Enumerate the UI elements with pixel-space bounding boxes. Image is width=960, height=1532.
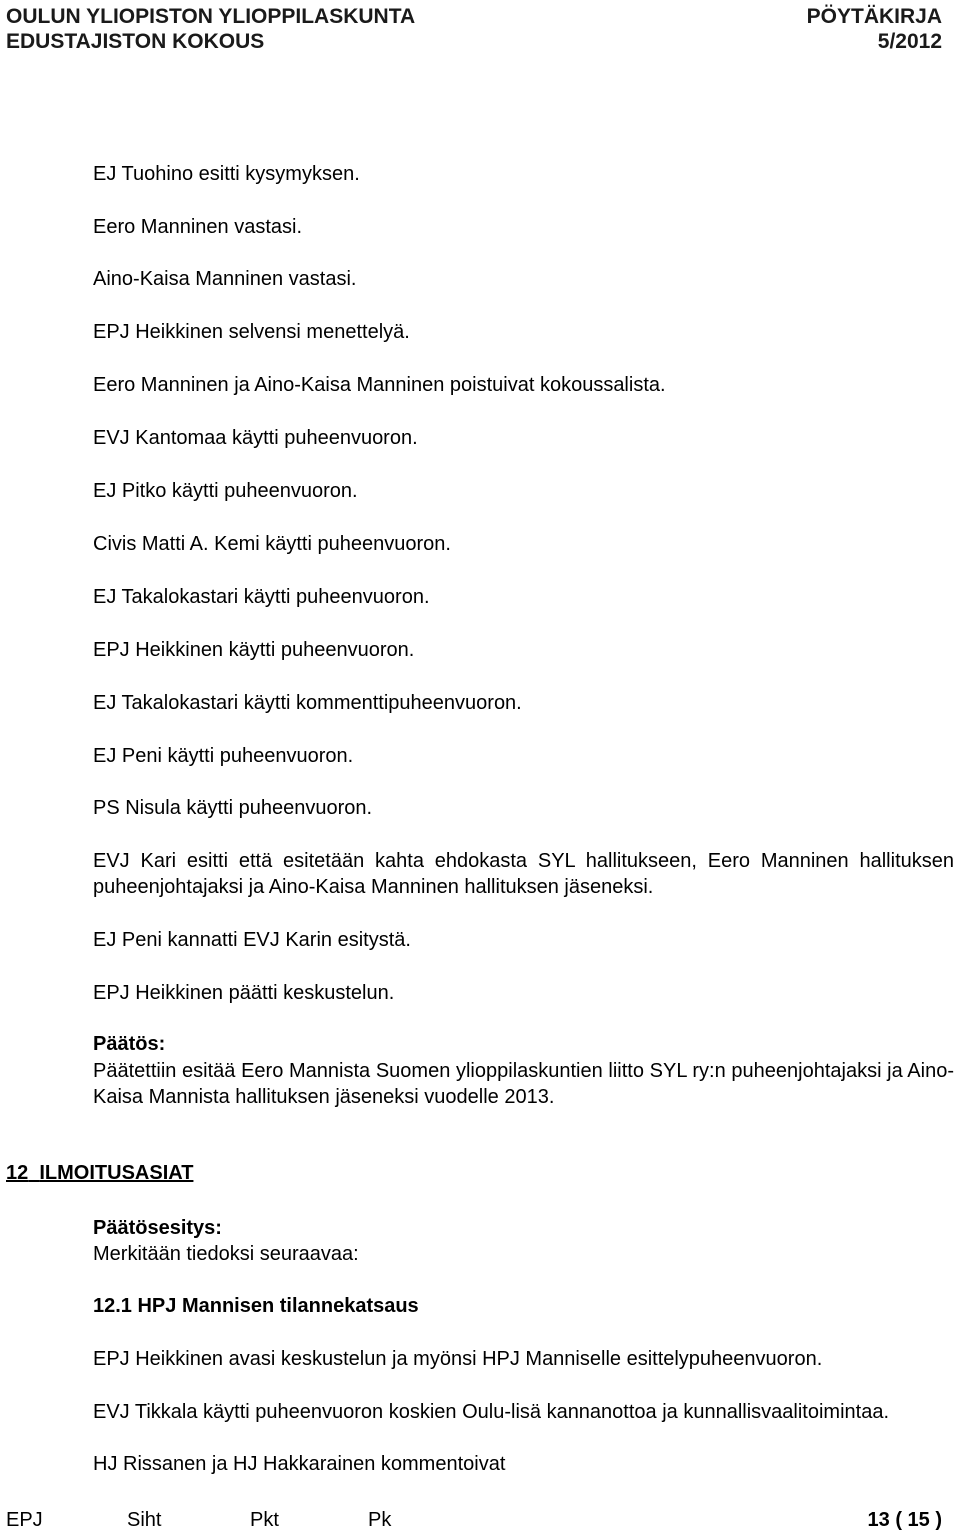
paragraph: EPJ Heikkinen avasi keskustelun ja myönsi HPJ Manniselle esittelypuheenvuoron. bbox=[93, 1348, 823, 1370]
paragraph: Civis Matti A. Kemi käytti puheenvuoron. bbox=[93, 533, 451, 555]
paragraph: EJ Peni kannatti EVJ Karin esitystä. bbox=[93, 929, 411, 951]
paragraph: Eero Manninen vastasi. bbox=[93, 216, 303, 238]
paragraph: EJ Pitko käytti puheenvuoron. bbox=[93, 480, 358, 502]
footer-label-pk: Pk bbox=[368, 1509, 392, 1531]
paragraph: EPJ Heikkinen käytti puheenvuoron. bbox=[93, 639, 415, 661]
paragraph: EJ Peni käytti puheenvuoron. bbox=[93, 745, 354, 767]
footer-label-pkt: Pkt bbox=[250, 1509, 279, 1531]
footer-label-siht: Siht bbox=[127, 1509, 162, 1531]
proposal-text: Merkitään tiedoksi seuraavaa: bbox=[93, 1243, 359, 1265]
paragraph: EPJ Heikkinen päätti keskustelun. bbox=[93, 982, 395, 1004]
page-number: 13 ( 15 ) bbox=[867, 1509, 942, 1531]
paragraph: EVJ Kari esitti että esitetään kahta ehdokasta SYL hallitukseen, Eero Manninen hallituksen puheenjohtajaksi ja Aino-Kaisa Manninen hallituksen jäseneksi. bbox=[93, 850, 954, 898]
meeting-number: 5/2012 bbox=[877, 30, 942, 53]
meeting-name: EDUSTAJISTON KOKOUS bbox=[6, 30, 265, 53]
document-type: PÖYTÄKIRJA bbox=[806, 5, 942, 28]
paragraph: EPJ Heikkinen selvensi menettelyä. bbox=[93, 321, 410, 343]
org-name: OULUN YLIOPISTON YLIOPPILASKUNTA bbox=[6, 5, 416, 28]
section-number: 12 bbox=[6, 1162, 29, 1184]
paragraph: Aino-Kaisa Manninen vastasi. bbox=[93, 268, 357, 290]
decision-label: Päätös: bbox=[93, 1033, 166, 1055]
section-title: ILMOITUSASIAT bbox=[39, 1162, 194, 1184]
subsection-title: 12.1 HPJ Mannisen tilannekatsaus bbox=[93, 1295, 419, 1317]
paragraph: EJ Tuohino esitti kysymyksen. bbox=[93, 163, 360, 185]
paragraph: HJ Rissanen ja HJ Hakkarainen kommentoivat bbox=[93, 1453, 506, 1475]
decision-text: Päätettiin esitää Eero Mannista Suomen ylioppilaskuntien liitto SYL ry:n puheenjohtajaksi ja Aino-Kaisa Mannista hallituksen jäseneksi vuodelle 2013. bbox=[93, 1060, 954, 1108]
footer-label-epj: EPJ bbox=[6, 1509, 43, 1531]
proposal-label: Päätösesitys: bbox=[93, 1217, 222, 1239]
paragraph: EJ Takalokastari käytti kommenttipuheenvuoron. bbox=[93, 692, 522, 714]
header-row-1 bbox=[6, 5, 942, 29]
header-row-2 bbox=[6, 30, 942, 54]
paragraph: EVJ Kantomaa käytti puheenvuoron. bbox=[93, 427, 418, 449]
paragraph: EJ Takalokastari käytti puheenvuoron. bbox=[93, 586, 430, 608]
section-heading bbox=[6, 1162, 193, 1185]
paragraph: PS Nisula käytti puheenvuoron. bbox=[93, 797, 373, 819]
paragraph: Eero Manninen ja Aino-Kaisa Manninen poistuivat kokoussalista. bbox=[93, 374, 666, 396]
paragraph: EVJ Tikkala käytti puheenvuoron koskien Oulu-lisä kannanottoa ja kunnallisvaalitoimintaa. bbox=[93, 1401, 890, 1423]
